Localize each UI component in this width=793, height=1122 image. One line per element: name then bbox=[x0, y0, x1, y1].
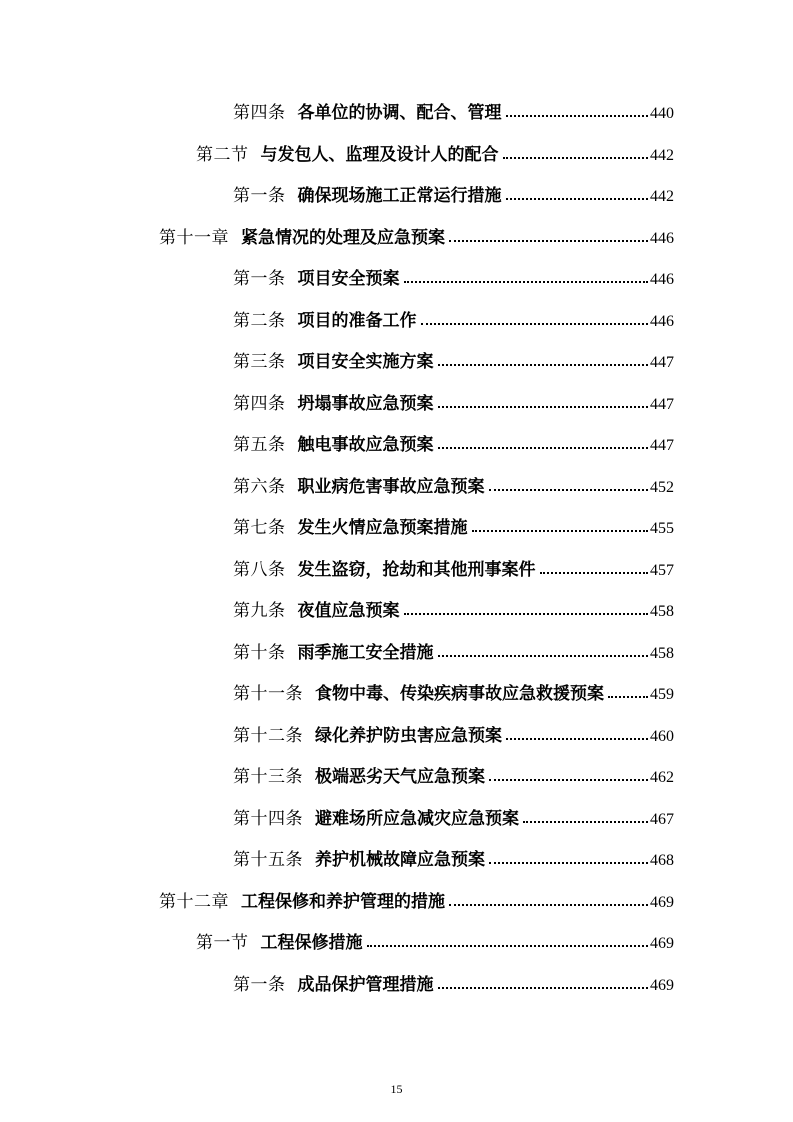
toc-entry-number: 第十五条 bbox=[233, 850, 303, 870]
toc-leader-dots bbox=[438, 447, 649, 449]
toc-entry-page: 440 bbox=[650, 105, 674, 122]
toc-entry[interactable] bbox=[0, 135, 793, 165]
toc-entry-number: 第十一条 bbox=[233, 684, 303, 704]
toc-entry-title: 发生火情应急预案措施 bbox=[297, 518, 468, 538]
toc-entry[interactable] bbox=[0, 176, 793, 206]
toc-entry-page: 446 bbox=[650, 271, 674, 288]
toc-entry-page: 469 bbox=[650, 935, 674, 952]
toc-entry-title: 食物中毒、传染疾病事故应急救援预案 bbox=[315, 684, 604, 704]
toc-entry-title: 与发包人、监理及设计人的配合 bbox=[260, 144, 499, 165]
toc-leader-dots bbox=[438, 987, 649, 989]
toc-entry-page: 458 bbox=[650, 644, 674, 662]
toc-entry-title: 各单位的协调、配合、管理 bbox=[297, 103, 502, 123]
toc-entry-number: 第二条 bbox=[233, 310, 286, 331]
toc-entry-page: 447 bbox=[650, 437, 674, 454]
toc-entry[interactable] bbox=[0, 882, 793, 912]
toc-leader-dots bbox=[404, 613, 649, 615]
toc-entry-number: 第十二章 bbox=[159, 891, 229, 912]
toc-entry[interactable] bbox=[0, 342, 793, 372]
toc-entry-number: 第九条 bbox=[233, 601, 286, 621]
toc-entry[interactable] bbox=[0, 550, 793, 580]
toc-leader-dots bbox=[472, 530, 649, 532]
toc-entry-title: 紧急情况的处理及应急预案 bbox=[241, 227, 445, 248]
toc-entry-title: 坍塌事故应急预案 bbox=[297, 393, 434, 414]
toc-entry-page: 460 bbox=[650, 727, 674, 745]
toc-entry-number: 第十二条 bbox=[233, 725, 303, 746]
toc-entry-page: 452 bbox=[650, 478, 674, 496]
toc-entry-number: 第八条 bbox=[233, 559, 286, 580]
toc-entry-number: 第一条 bbox=[233, 269, 286, 289]
toc-leader-dots bbox=[506, 738, 648, 740]
page-number-footer: 15 bbox=[390, 1082, 403, 1096]
toc-entry[interactable] bbox=[0, 508, 793, 538]
toc-leader-dots bbox=[503, 157, 649, 159]
toc-entry-page: 457 bbox=[650, 561, 674, 579]
toc-leader-dots bbox=[367, 945, 649, 947]
toc-entry-number: 第二节 bbox=[196, 144, 249, 165]
toc-entry-page: 459 bbox=[650, 686, 674, 703]
toc-entry-page: 458 bbox=[650, 603, 674, 620]
toc-entry-number: 第十三条 bbox=[233, 767, 303, 787]
toc-entry[interactable] bbox=[0, 425, 793, 455]
toc-entry-title: 确保现场施工正常运行措施 bbox=[297, 186, 502, 206]
toc-entry[interactable] bbox=[0, 301, 793, 331]
toc-entry-number: 第一条 bbox=[233, 186, 286, 206]
toc-entry-number: 第四条 bbox=[233, 393, 286, 414]
toc-entry-title: 工程保修和养护管理的措施 bbox=[241, 891, 445, 912]
toc-entry-page: 447 bbox=[650, 395, 674, 413]
toc-entry-title: 项目安全实施方案 bbox=[297, 352, 434, 372]
toc-entry[interactable] bbox=[0, 716, 793, 746]
toc-entry-title: 工程保修措施 bbox=[260, 933, 363, 953]
toc-entry-page: 468 bbox=[650, 852, 674, 869]
toc-leader-dots bbox=[449, 904, 648, 906]
toc-entry-title: 避难场所应急减灾应急预案 bbox=[315, 808, 519, 829]
toc-entry-number: 第一节 bbox=[196, 933, 249, 953]
toc-entry-title: 发生盗窃，抢劫和其他刑事案件 bbox=[297, 559, 536, 580]
toc-entry[interactable] bbox=[0, 259, 793, 289]
toc-entry[interactable] bbox=[0, 384, 793, 414]
toc-entry[interactable] bbox=[0, 840, 793, 870]
toc-entry[interactable] bbox=[0, 467, 793, 497]
toc-entry-title: 项目安全预案 bbox=[297, 269, 400, 289]
toc-entry-page: 446 bbox=[650, 229, 674, 247]
toc-entry-title: 触电事故应急预案 bbox=[297, 435, 434, 455]
toc-leader-dots bbox=[438, 655, 649, 657]
toc-leader-dots bbox=[489, 489, 649, 491]
toc-leader-dots bbox=[608, 696, 648, 698]
toc-entry-number: 第四条 bbox=[233, 103, 286, 123]
toc-entry[interactable] bbox=[0, 757, 793, 787]
toc-entry[interactable] bbox=[0, 674, 793, 704]
toc-leader-dots bbox=[449, 240, 648, 242]
toc-entry-number: 第十四条 bbox=[233, 808, 303, 829]
toc-entry-page: 469 bbox=[650, 976, 674, 994]
toc-entry-title: 养护机械故障应急预案 bbox=[315, 850, 485, 870]
toc-entry[interactable] bbox=[0, 799, 793, 829]
toc-entry[interactable] bbox=[0, 633, 793, 663]
toc-entry[interactable] bbox=[0, 923, 793, 953]
toc-leader-dots bbox=[540, 572, 649, 574]
toc-entry[interactable] bbox=[0, 218, 793, 248]
toc-entry-number: 第七条 bbox=[233, 518, 286, 538]
toc-entry-page: 442 bbox=[650, 146, 674, 164]
toc-leader-dots bbox=[438, 406, 649, 408]
toc-entry-number: 第六条 bbox=[233, 476, 286, 497]
toc-entry-page: 442 bbox=[650, 188, 674, 205]
toc-leader-dots bbox=[421, 323, 649, 325]
toc-entry-title: 成品保护管理措施 bbox=[297, 974, 434, 995]
toc-leader-dots bbox=[506, 115, 649, 117]
toc-leader-dots bbox=[438, 364, 649, 366]
toc-entry-title: 职业病危害事故应急预案 bbox=[297, 476, 485, 497]
toc-entry[interactable] bbox=[0, 93, 793, 123]
toc-entry-page: 469 bbox=[650, 893, 674, 911]
toc-leader-dots bbox=[523, 821, 648, 823]
toc-leader-dots bbox=[489, 779, 648, 781]
toc-entry-page: 447 bbox=[650, 354, 674, 371]
toc-leader-dots bbox=[404, 281, 649, 283]
toc-entry[interactable] bbox=[0, 965, 793, 995]
toc-leader-dots bbox=[489, 862, 648, 864]
toc-leader-dots bbox=[506, 198, 649, 200]
toc-entry[interactable] bbox=[0, 591, 793, 621]
toc-entry-title: 绿化养护防虫害应急预案 bbox=[315, 725, 502, 746]
toc-entry-title: 雨季施工安全措施 bbox=[297, 642, 434, 663]
toc-entry-page: 462 bbox=[650, 769, 674, 786]
toc-entry-page: 467 bbox=[650, 810, 674, 828]
toc-entry-title: 夜值应急预案 bbox=[297, 601, 400, 621]
toc-entry-title: 极端恶劣天气应急预案 bbox=[315, 767, 485, 787]
toc-entry-number: 第十一章 bbox=[159, 227, 229, 248]
toc-entry-page: 455 bbox=[650, 520, 674, 537]
toc-entry-number: 第三条 bbox=[233, 352, 286, 372]
toc-entry-number: 第一条 bbox=[233, 974, 286, 995]
toc-entry-number: 第五条 bbox=[233, 435, 286, 455]
toc-entry-page: 446 bbox=[650, 312, 674, 330]
toc-entry-title: 项目的准备工作 bbox=[297, 310, 417, 331]
toc-entry-number: 第十条 bbox=[233, 642, 286, 663]
